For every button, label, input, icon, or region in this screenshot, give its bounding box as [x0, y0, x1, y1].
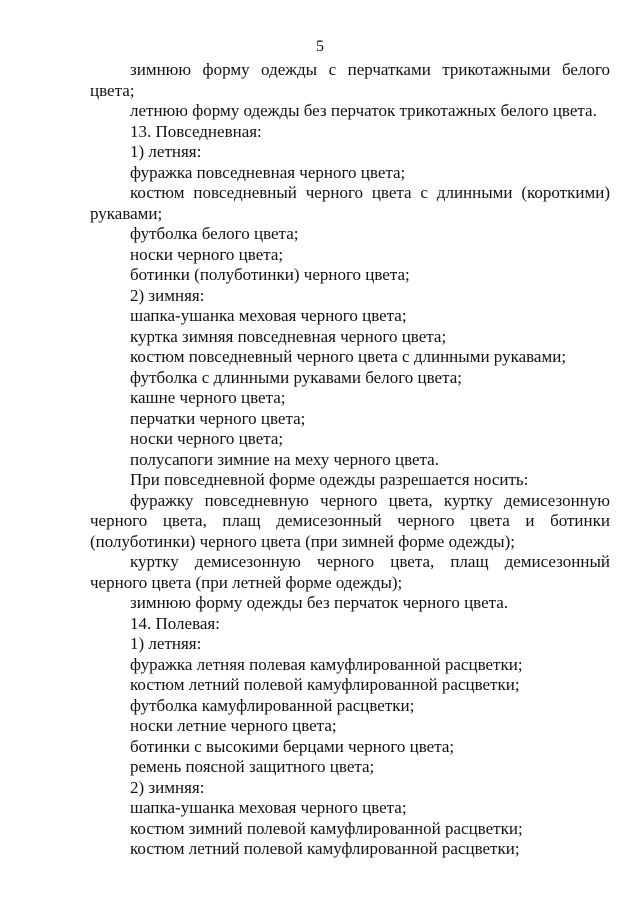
subsection-heading: 2) зимняя: [130, 777, 205, 797]
subsection-heading: 1) летняя: [130, 142, 202, 161]
list-item: носки летние черного цвета; [130, 716, 337, 735]
list-item: перчатки черного цвета; [130, 408, 306, 428]
list-item: кашне черного цвета; [130, 388, 286, 407]
section-heading: 14. Полевая: [130, 613, 220, 633]
document-body [90, 60, 610, 860]
subsection-heading: 2) зимняя: [130, 285, 205, 305]
list-item: фуражка летняя полевая камуфлированной расцветки; [130, 654, 523, 674]
list-item: футболка с длинными рукавами белого цвета; [130, 367, 462, 387]
subsection-heading: 1) летняя: [130, 634, 202, 653]
page-number: 5 [316, 38, 324, 55]
list-item: полусапоги зимние на меху черного цвета. [130, 449, 439, 469]
paragraph: летнюю форму одежды без перчаток трикотажных белого цвета. [130, 101, 597, 120]
paragraph: зимнюю форму одежды с перчатками трикотажными белого цвета; [90, 60, 610, 100]
list-item: костюм повседневный черного цвета с длинными (короткими) рукавами; [90, 183, 610, 223]
list-item: носки черного цвета; [130, 429, 284, 448]
list-item: костюм зимний полевой камуфлированной расцветки; [130, 818, 523, 838]
list-item: шапка-ушанка меховая черного цвета; [130, 306, 407, 325]
list-item: куртка зимняя повседневная черного цвета; [130, 326, 447, 346]
list-item: ботинки с высокими берцами черного цвета; [130, 736, 455, 756]
paragraph: зимнюю форму одежды без перчаток черного цвета. [130, 593, 509, 612]
list-item: шапка-ушанка меховая черного цвета; [130, 798, 407, 817]
list-item: футболка камуфлированной расцветки; [130, 695, 415, 715]
list-item: костюм повседневный черного цвета с длинными рукавами; [130, 347, 567, 366]
list-item: костюм летний полевой камуфлированной расцветки; [130, 675, 520, 694]
paragraph: куртку демисезонную черного цвета, плащ демисезонный черного цвета (при летней форме одежды); [90, 552, 610, 592]
list-item: ботинки (полуботинки) черного цвета; [130, 265, 410, 284]
paragraph: фуражку повседневную черного цвета, куртку демисезонную черного цвета, плащ демисезонный черного цвета и ботинки (полуботинки) черного цвета (при зимней форме одежды); [90, 490, 610, 551]
list-item: носки черного цвета; [130, 244, 284, 264]
paragraph: При повседневной форме одежды разрешается носить: [130, 470, 529, 489]
list-item: футболка белого цвета; [130, 224, 299, 243]
list-item: ремень поясной защитного цвета; [130, 757, 375, 776]
section-heading: 13. Повседневная: [130, 121, 262, 141]
list-item: фуражка повседневная черного цвета; [130, 162, 406, 182]
list-item: костюм летний полевой камуфлированной расцветки; [130, 839, 520, 858]
